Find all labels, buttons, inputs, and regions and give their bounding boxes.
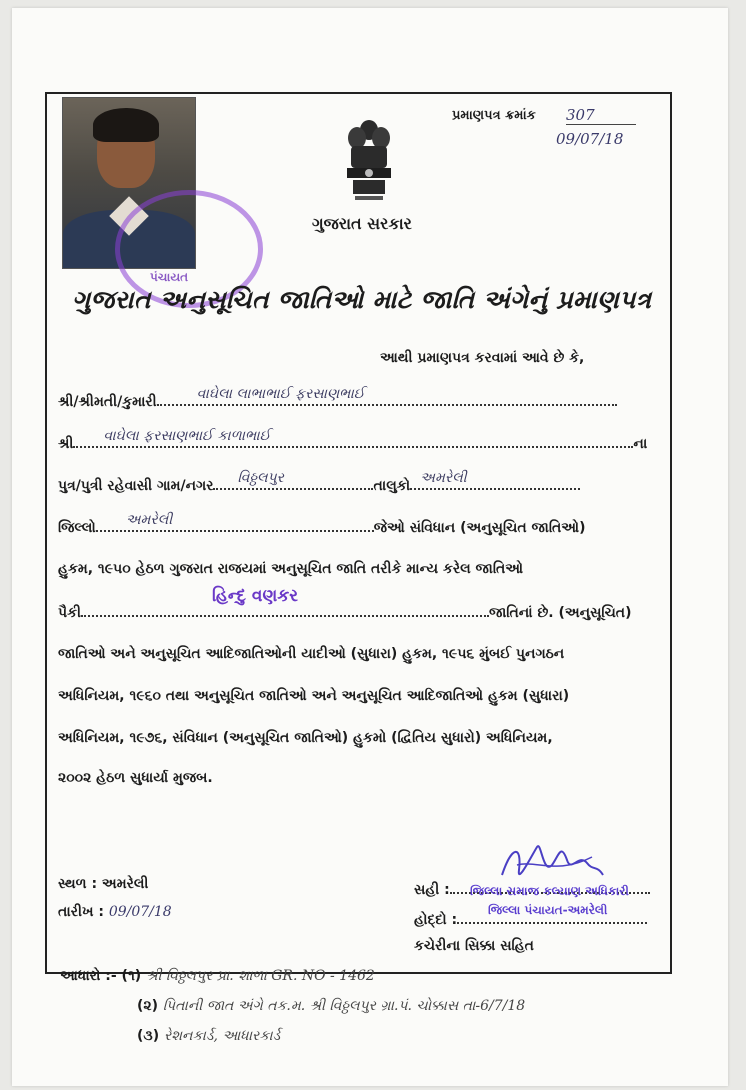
officer-stamp-line-2: જિલ્લા પંચાયત-અમરેલી xyxy=(488,903,608,917)
basis-num: (૧) xyxy=(121,968,142,984)
among-label: પૈકી xyxy=(58,605,81,621)
date-label: તારીખ : xyxy=(58,904,104,920)
name-row xyxy=(58,386,617,410)
place-label: સ્થળ : અમરેલી xyxy=(58,876,149,892)
caste-value: હિન્દુ વણકર xyxy=(212,586,299,606)
among-suffix: જાતિનાં છે. (અનુસૂચિત) xyxy=(488,605,632,621)
signature-label: સહી : xyxy=(414,882,450,898)
residence-row xyxy=(58,470,580,494)
district-value: અમરેલી xyxy=(125,512,173,528)
father-label: શ્રી xyxy=(58,436,74,452)
basis-item-3 xyxy=(137,1028,280,1044)
para-line-1: હુકમ, ૧૯૫૦ હેઠળ ગુજરાત રાજયમાં અનુસૂચિત જાતિ તરીકે માન્ય કરેલ જાતિઓ xyxy=(58,561,524,577)
office-seal-label: કચેરીના સિક્કા સહિત xyxy=(414,938,534,954)
date-row xyxy=(58,904,172,920)
taluka-value: અમરેલી xyxy=(420,470,467,486)
certificate-date: 09/07/18 xyxy=(556,130,624,148)
district-label: જિલ્લો xyxy=(58,520,96,536)
basis-num: (૩) xyxy=(137,1028,160,1044)
basis-text: શ્રી વિઠ્ઠલપુર પ્રા. શાળા GR. NO - 1462 xyxy=(146,968,375,984)
basis-item-2 xyxy=(137,998,525,1014)
basis-text: રેશનકાર્ડ, આધારકાર્ડ xyxy=(164,1028,281,1044)
officer-stamp-line-1: જિલ્લા સમાજ કલ્યાણ અધિકારી xyxy=(470,884,629,898)
para-line-6: ૨૦૦૨ હેઠળ સુધાર્યા મુજબ. xyxy=(58,770,213,786)
intro-line: આથી પ્રમાણપત્ર કરવામાં આવે છે કે, xyxy=(380,350,585,366)
government-name: ગુજરાત સરકાર xyxy=(312,214,412,233)
caste-row xyxy=(58,603,631,621)
father-suffix: ના xyxy=(633,436,648,452)
state-emblem-icon xyxy=(343,116,395,206)
para-line-4: અધિનિયમ, ૧૯૬૦ તથા અનુસૂચિત જાતિઓ અને અનુસૂચિત આદિજાતિઓ હુકમ (સુધારા) xyxy=(58,688,570,704)
basis-num: (૨) xyxy=(137,998,159,1014)
name-value: વાઘેલા લાભાભાઈ ફરસાણભાઈ xyxy=(196,386,365,402)
basis-item-1 xyxy=(60,968,375,984)
basis-label: આધારો :- xyxy=(60,968,117,984)
para-line-3: જાતિઓ અને અનુસૂચિત આદિજાતિઓની યાદીઓ (સુધારા) હુકમ, ૧૯૫૬ મુંબઈ પુનગઠન xyxy=(58,646,565,662)
certificate-number-label: પ્રમાણપત્ર ક્રમાંક xyxy=(452,108,536,123)
father-value: વાઘેલા ફરસાણભાઈ કાળાભાઈ xyxy=(103,428,271,444)
certificate-number-value: 307 xyxy=(566,106,636,125)
name-label: શ્રી/શ્રીમતી/કુમારી xyxy=(58,394,157,410)
district-row xyxy=(58,512,586,536)
residence-label: પુત્ર/પુત્રી રહેવાસી ગામ/નગર xyxy=(58,478,214,494)
para-line-5: અધિનિયમ, ૧૯૭૬, સંવિધાન (અનુસૂચિત જાતિઓ) હુકમો (દ્વિતિય સુધારો) અધિનિયમ, xyxy=(58,730,553,746)
basis-text: પિતાની જાત અંગે તક.મ. શ્રી વિઠ્ઠલપુર ગ્રા.પં. ચોક્કાસ તા-6/7/18 xyxy=(162,998,526,1014)
seal-text: પંચાયત xyxy=(150,270,189,284)
village-value: વિઠ્ઠલપુર xyxy=(237,470,284,486)
certificate-title: ગુજરાત અનુસૂચિત જાતિઓ માટે જાતિ અંગેનું પ્રમાણપત્ર xyxy=(72,285,652,314)
taluka-label: તાલુકો xyxy=(373,478,411,494)
designation-label: હોદ્દો : xyxy=(414,912,458,928)
district-suffix: જેઓ સંવિધાન (અનુસૂચિત જાતિઓ) xyxy=(373,520,586,536)
father-row xyxy=(58,428,648,452)
date-value: 09/07/18 xyxy=(108,904,172,920)
